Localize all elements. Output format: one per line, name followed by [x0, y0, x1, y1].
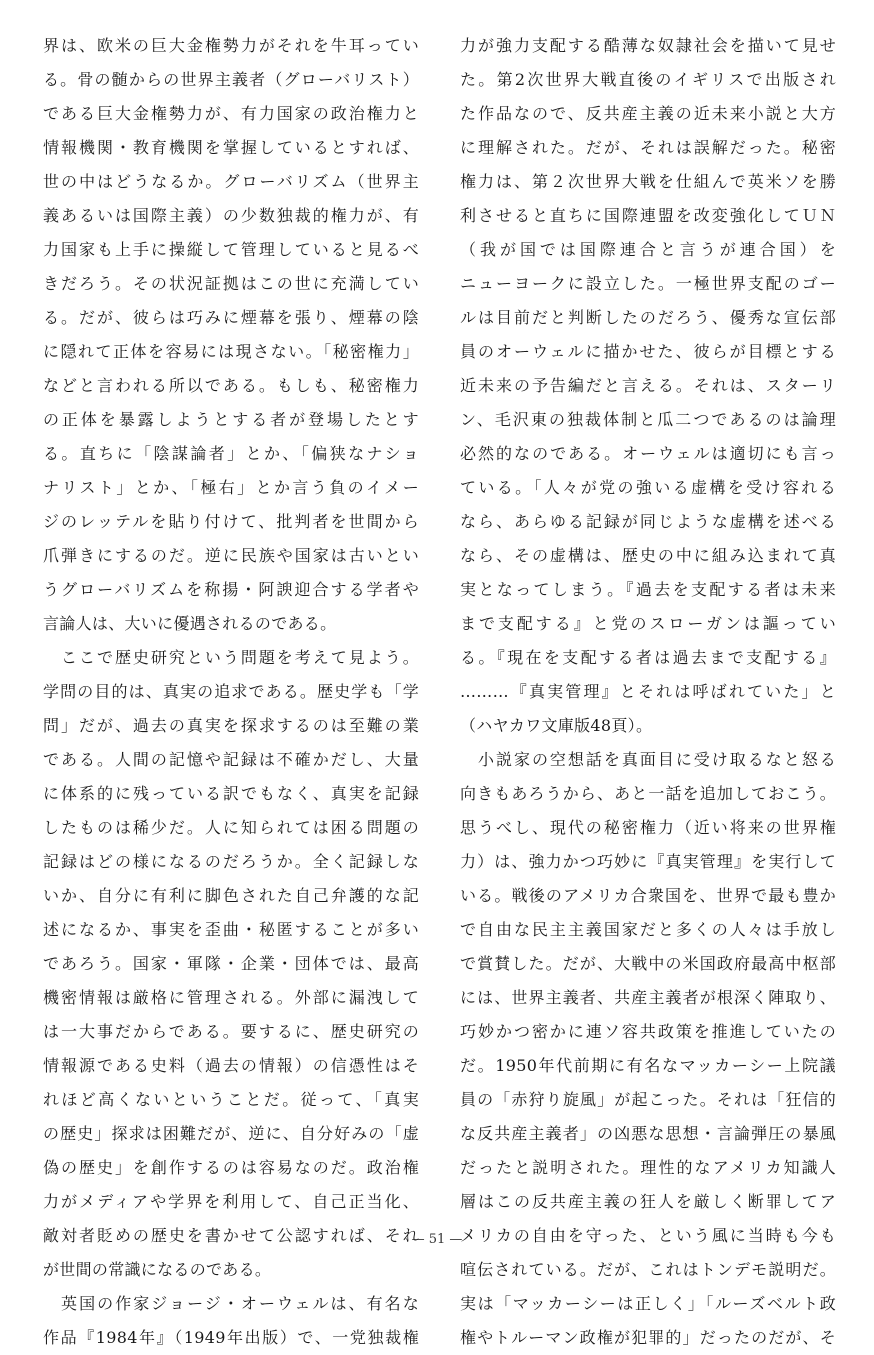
text-line: は一大事だからである。要するに、歴史研究の — [43, 1022, 419, 1041]
text-line: 近未来の予告編だと言える。それは、スターリ — [460, 376, 836, 395]
text-line: なら、あらゆる記録が同じような虚構を述べる — [460, 512, 836, 531]
text-line: 情報源である史料（過去の情報）の信憑性はそ — [43, 1056, 419, 1075]
text-line: 敵対者貶めの歴史を書かせて公認すれば、それ — [43, 1226, 419, 1245]
right-text-column — [460, 29, 836, 1355]
text-line: いか、自分に有利に脚色された自己弁護的な記 — [43, 886, 419, 905]
text-line: 英国の作家ジョージ・オーウェルは、有名な — [43, 1294, 419, 1313]
text-line: で賞賛した。だが、大戦中の米国政府最高中枢部 — [460, 954, 836, 973]
text-line: だったと説明された。理性的なアメリカ知識人 — [460, 1158, 836, 1177]
text-line: る。骨の髄からの世界主義者（グローバリスト） — [43, 70, 419, 89]
text-line: などと言われる所以である。もしも、秘密権力 — [43, 376, 419, 395]
text-line: ジのレッテルを貼り付けて、批判者を世間から — [43, 512, 419, 531]
text-line: る。直ちに「陰謀論者」とか、「偏狭なナショ — [43, 444, 419, 463]
text-line: ルは目前だと判断したのだろう、優秀な宣伝部 — [460, 308, 836, 327]
text-line: うグローバリズムを称揚・阿諛迎合する学者や — [43, 580, 419, 599]
text-line: 学問の目的は、真実の追求である。歴史学も「学 — [43, 682, 419, 701]
text-line: た。第2次世界大戦直後のイギリスで出版され — [460, 70, 836, 89]
text-line: が世間の常識になるのである。 — [43, 1260, 272, 1279]
text-line: に理解された。だが、それは誤解だった。秘密 — [460, 138, 836, 157]
text-line: ………『真実管理』とそれは呼ばれていた」と — [460, 682, 836, 701]
text-line: ニューヨークに設立した。一極世界支配のゴー — [460, 274, 836, 293]
text-line: ナリスト」とか、「極右」とか言う負のイメー — [43, 478, 419, 497]
text-line: る。だが、彼らは巧みに煙幕を張り、煙幕の陰 — [43, 308, 419, 327]
text-line: 述になるか、事実を歪曲・秘匿することが多い — [43, 920, 419, 939]
text-line: だ。1950年代前期に有名なマッカーシー上院議 — [460, 1056, 836, 1075]
text-line: メリカの自由を守った、という風に当時も今も — [460, 1226, 836, 1245]
text-line: 喧伝されている。だが、これはトンデモ説明だ。 — [460, 1260, 836, 1279]
text-line: 偽の歴史」を創作するのは容易なのだ。政治権 — [43, 1158, 419, 1177]
text-line: 力が強力支配する酷薄な奴隷社会を描いて見せ — [460, 36, 836, 55]
text-line: （ハヤカワ文庫版48頁）。 — [460, 716, 653, 735]
text-line: であろう。国家・軍隊・企業・団体では、最高 — [43, 954, 419, 973]
text-line: いる。戦後のアメリカ合衆国を、世界で最も豊か — [460, 886, 836, 905]
text-line: ここで歴史研究という問題を考えて見よう。 — [43, 648, 419, 667]
text-line: な反共産主義者」の凶悪な思想・言論弾圧の暴風 — [460, 1124, 836, 1143]
text-line: なら、その虚構は、歴史の中に組み込まれて真 — [460, 546, 836, 565]
text-line: の正体を暴露しようとする者が登場したとす — [43, 410, 419, 429]
text-line: 力がメディアや学界を利用して、自己正当化、 — [43, 1192, 419, 1211]
text-line: で自由な民主主義国家だと多くの人々は手放し — [460, 920, 836, 939]
text-line: 世の中はどうなるか。グローバリズム（世界主 — [43, 172, 419, 191]
text-line: 思うべし、現代の秘密権力（近い将来の世界権 — [460, 818, 836, 837]
text-line: には、世界主義者、共産主義者が根深く陣取り、 — [460, 988, 836, 1007]
text-line: 機密情報は厳格に管理される。外部に漏洩して — [43, 988, 419, 1007]
text-line: 記録はどの様になるのだろうか。全く記録しな — [43, 852, 419, 871]
text-line: 員の「赤狩り旋風」が起こった。それは「狂信的 — [460, 1090, 836, 1109]
text-line: 爪弾きにするのだ。逆に民族や国家は古いとい — [43, 546, 419, 565]
text-line: 向きもあろうから、あと一話を追加しておこう。 — [460, 784, 836, 803]
text-line: 必然的なのである。オーウェルは適切にも言っ — [460, 444, 836, 463]
text-line: きだろう。その状況証拠はこの世に充満してい — [43, 274, 419, 293]
text-line: る。『現在を支配する者は過去まで支配する』 — [460, 648, 836, 667]
text-line: 実は「マッカーシーは正しく」「ルーズベルト政 — [460, 1294, 836, 1313]
text-line: に隠れて正体を容易には現さない。「秘密権力」 — [43, 342, 419, 361]
text-line: れほど高くないということだ。従って、「真実 — [43, 1090, 419, 1109]
text-line: 言論人は、大いに優遇されるのである。 — [43, 614, 337, 633]
text-line: まで支配する』と党のスローガンは謳ってい — [460, 614, 836, 633]
text-line: 層はこの反共産主義の狂人を厳しく断罪してア — [460, 1192, 836, 1211]
text-line: 巧妙かつ密かに連ソ容共政策を推進していたの — [460, 1022, 836, 1041]
text-line: に体系的に残っている訳でもなく、真実を記録 — [43, 784, 419, 803]
text-line: である。人間の記憶や記録は不確かだし、大量 — [43, 750, 419, 769]
text-line: 実となってしまう。『過去を支配する者は未来 — [460, 580, 836, 599]
page-number: — 51 — — [411, 1232, 463, 1247]
text-line: 利させると直ちに国際連盟を改変強化してＵＮ — [460, 206, 836, 225]
text-line: 権力は、第２次世界大戦を仕組んで英米ソを勝 — [460, 172, 836, 191]
text-line: 員のオーウェルに描かせた、彼らが目標とする — [460, 342, 836, 361]
text-line: 小説家の空想話を真面目に受け取るなと怒る — [460, 750, 836, 769]
text-line: 権やトルーマン政権が犯罪的」だったのだが、そ — [460, 1328, 836, 1347]
text-line: 義あるいは国際主義）の少数独裁的権力が、有 — [43, 206, 419, 225]
text-line: ン、毛沢東の独裁体制と瓜二つであるのは論理 — [460, 410, 836, 429]
text-line: したものは稀少だ。人に知られては困る問題の — [43, 818, 419, 837]
text-line: 作品『1984年』（1949年出版）で、一党独裁権 — [43, 1328, 419, 1347]
left-text-column — [43, 29, 419, 1355]
text-line: 界は、欧米の巨大金権勢力がそれを牛耳ってい — [43, 36, 419, 55]
text-line: 力国家も上手に操縦して管理していると見るべ — [43, 240, 419, 259]
text-line: ている。「人々が党の強いる虚構を受け容れる — [460, 478, 836, 497]
text-line: （我が国では国際連合と言うが連合国）を — [460, 240, 836, 259]
text-line: である巨大金権勢力が、有力国家の政治権力と — [43, 104, 419, 123]
text-line: た作品なので、反共産主義の近未来小説と大方 — [460, 104, 836, 123]
text-line: の歴史」探求は困難だが、逆に、自分好みの「虚 — [43, 1124, 419, 1143]
text-line: 力）は、強力かつ巧妙に『真実管理』を実行して — [460, 852, 836, 871]
text-line: 情報機関・教育機関を掌握しているとすれば、 — [43, 138, 419, 157]
text-line: 問」だが、過去の真実を探求するのは至難の業 — [43, 716, 419, 735]
